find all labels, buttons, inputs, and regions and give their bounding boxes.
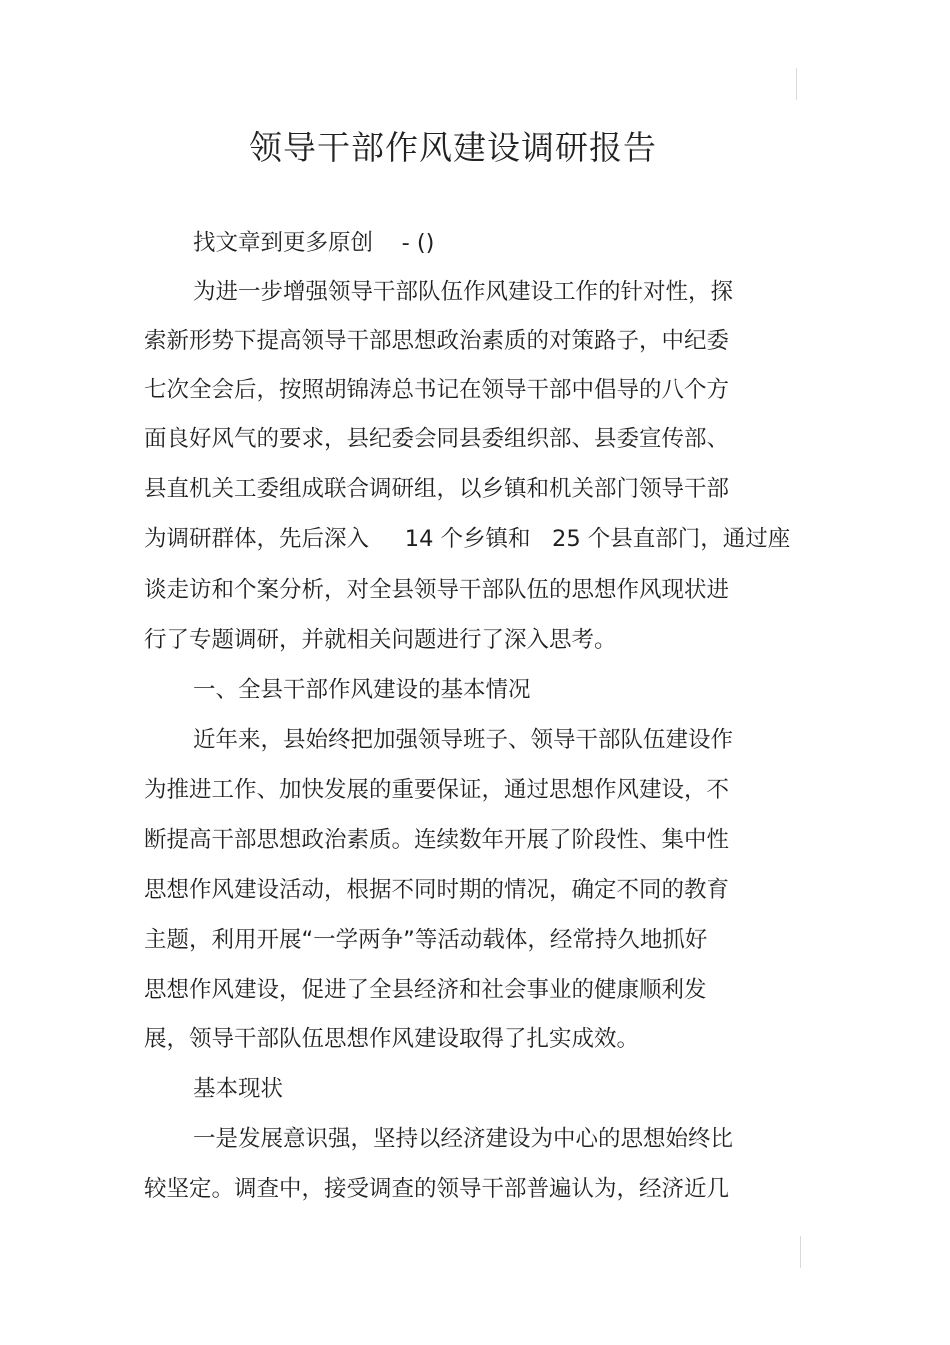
paragraph-line: 思想作风建设活动，根据不同时期的情况，确定不同的教育: [144, 877, 730, 903]
paragraph-line: 断提高干部思想政治素质。连续数年开展了阶段性、集中性: [144, 827, 730, 853]
paragraph-line: 一是发展意识强，坚持以经济建设为中心的思想始终比: [193, 1126, 734, 1152]
paragraph-line: 近年来，县始终把加强领导班子、领导干部队伍建设作: [193, 727, 734, 753]
section-heading: 一、全县干部作风建设的基本情况: [193, 677, 531, 703]
paragraph-line: 较坚定。调查中，接受调查的领导干部普遍认为，经济近几: [144, 1176, 730, 1202]
paragraph-line: 七次全会后，按照胡锦涛总书记在领导干部中倡导的八个方: [144, 377, 730, 403]
paragraph-line: 面良好风气的要求，县纪委会同县委组织部、县委宣传部、: [144, 426, 730, 452]
paragraph-line: 展，领导干部队伍思想作风建设取得了扎实成效。: [144, 1026, 640, 1052]
paragraph-line: 县直机关工委组成联合调研组，以乡镇和机关部门领导干部: [144, 476, 730, 502]
paragraph-line: 谈走访和个案分析，对全县领导干部队伍的思想作风现状进: [144, 577, 730, 603]
document-title: 领导干部作风建设调研报告: [249, 128, 657, 167]
bottom-right-crop-mark: [800, 1236, 801, 1268]
paragraph-line: 行了专题调研，并就相关问题进行了深入思考。: [144, 627, 617, 653]
subsection-heading: 基本现状: [193, 1076, 284, 1102]
paragraph-line: 为推进工作、加快发展的重要保证，通过思想作风建设，不: [144, 777, 730, 803]
paragraph-line: 索新形势下提高领导干部思想政治素质的对策路子，中纪委: [144, 328, 730, 354]
paragraph-line: 为调研群体，先后深入 14 个乡镇和 25 个县直部门，通过座: [144, 526, 791, 552]
top-right-crop-mark: [796, 68, 797, 100]
source-line: 找文章到更多原创 - (): [193, 230, 435, 256]
paragraph-line: 思想作风建设，促进了全县经济和社会事业的健康顺利发: [144, 977, 707, 1003]
paragraph-line: 为进一步增强领导干部队伍作风建设工作的针对性，探: [193, 279, 734, 305]
paragraph-line: 主题，利用开展“一学两争”等活动载体，经常持久地抓好: [144, 927, 708, 953]
